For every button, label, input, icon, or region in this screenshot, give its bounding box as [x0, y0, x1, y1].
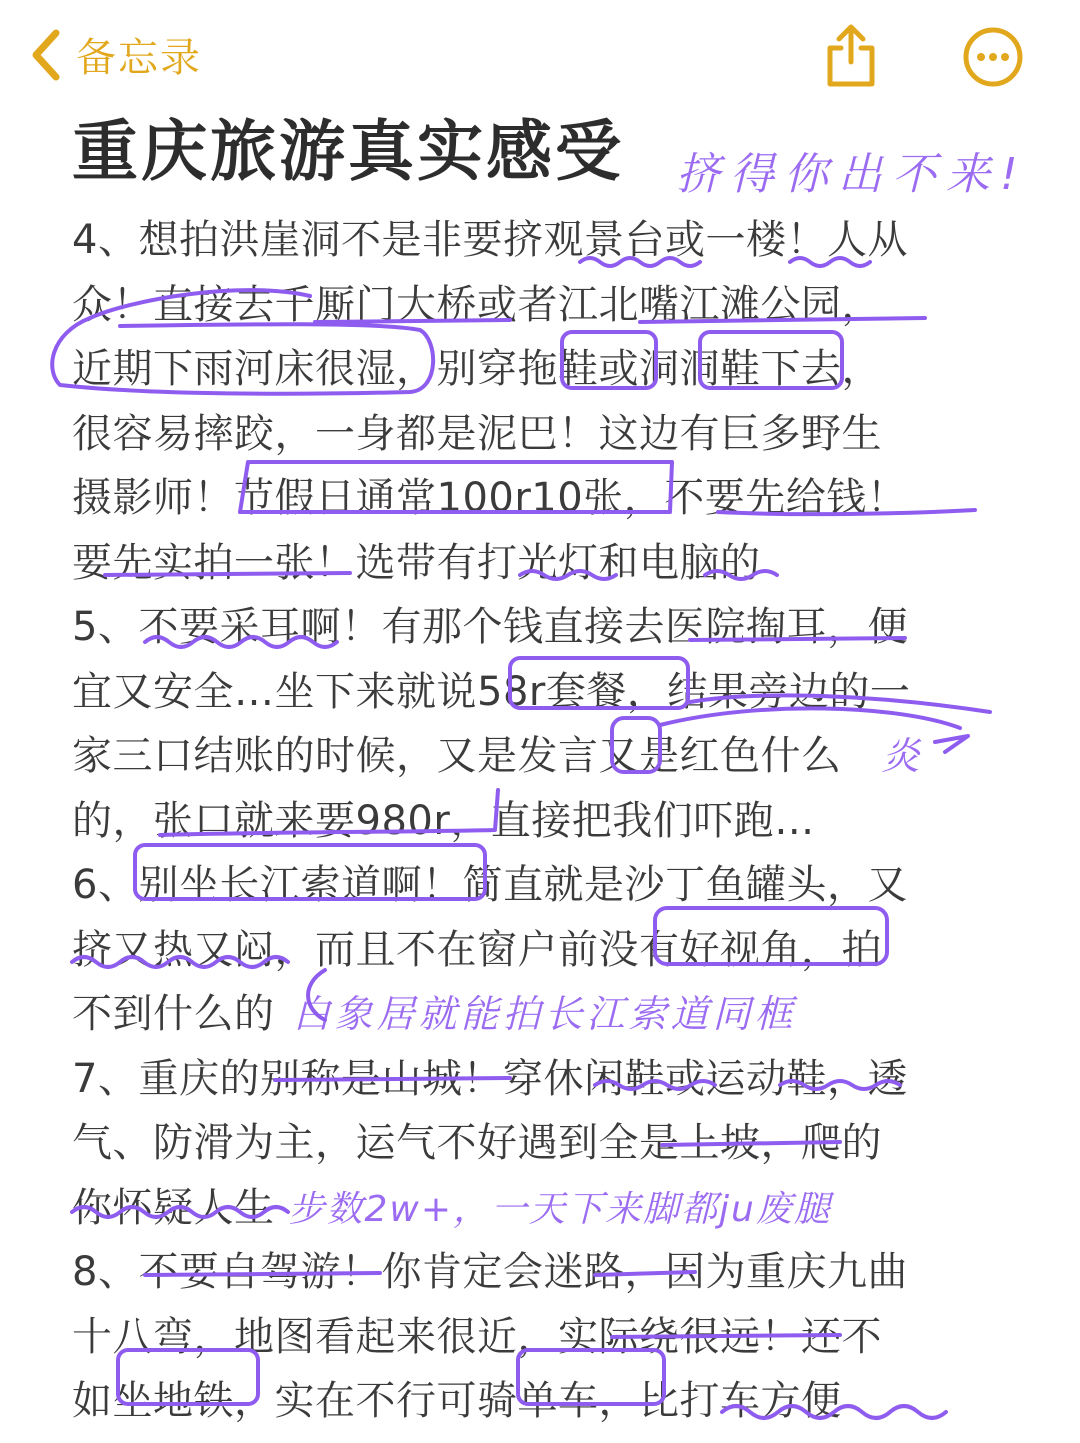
- note-line-text: 很容易摔跤，一身都是泥巴！这边有巨多野生: [72, 410, 882, 457]
- note-line: [72, 466, 1072, 531]
- note-line: [72, 660, 1072, 725]
- note-line-text: 气、防滑为主，运气不好遇到全是上坡，爬的: [72, 1120, 882, 1166]
- note-line-text: 6、别坐长江索道啊！简直就是沙丁鱼罐头，又: [72, 862, 908, 908]
- note-line-text: 4、想拍洪崖洞不是非要挤观景台或一楼！人从: [72, 217, 908, 263]
- note-line: [72, 595, 1072, 660]
- share-icon: [822, 22, 880, 88]
- note-line: [72, 724, 1072, 789]
- more-icon: [962, 26, 1024, 88]
- note-line-text: 摄影师！节假日通常100r10张，不要先给钱！: [72, 475, 908, 521]
- note-line: [72, 531, 1072, 596]
- note-line: [72, 208, 1072, 273]
- note-line-text: 宜又安全…坐下来就说58r套餐，结果旁边的一: [72, 668, 911, 715]
- note-line-text: 的，张口就来要980r，直接把我们吓跑…: [72, 797, 815, 844]
- note-line-text: 家三口结账的时候，又是发言又是红色什么: [72, 733, 842, 779]
- note-line: [72, 1047, 1072, 1112]
- note-line: [72, 1176, 1072, 1241]
- handwritten-annotation: 步数2w+，一天下来脚都ju废腿: [288, 1188, 832, 1230]
- note-line: [72, 1305, 1072, 1370]
- note-line: [72, 402, 1072, 467]
- note-title-row: [72, 110, 1072, 200]
- note-line-text: 众！直接去千厮门大桥或者江北嘴江滩公园，: [72, 281, 882, 328]
- note-body[interactable]: [72, 208, 1072, 1434]
- chevron-left-icon: [28, 27, 62, 83]
- note-line: [72, 337, 1072, 402]
- note-line: [72, 982, 1072, 1047]
- title-annotation: 挤得你出不来!: [676, 149, 1028, 200]
- note-line: [72, 918, 1072, 983]
- navigation-bar: [0, 0, 1080, 110]
- share-button[interactable]: [822, 22, 880, 92]
- note-line: [72, 789, 1072, 854]
- back-button[interactable]: [28, 26, 202, 83]
- note-line-text: 要先实拍一张！选带有打光灯和电脑的: [72, 539, 761, 586]
- note-line-text: 十八弯，地图看起来很近，实际绕很远！还不: [72, 1313, 882, 1360]
- note-line: [72, 1240, 1072, 1305]
- note-line-text: 你怀疑人生: [72, 1184, 275, 1231]
- note-title[interactable]: 重庆旅游真实感受: [72, 113, 624, 190]
- note-line-text: 近期下雨河床很湿，别穿拖鞋或洞洞鞋下去，: [72, 346, 882, 392]
- note-line-text: 8、不要自驾游！你肯定会迷路，因为重庆九曲: [72, 1249, 908, 1295]
- more-button[interactable]: [962, 26, 1024, 92]
- note-line: [72, 1369, 1072, 1434]
- note-line-text: 不到什么的: [72, 991, 275, 1037]
- note-line-text: 如坐地铁，实在不行可骑单车，比打车方便: [72, 1378, 842, 1424]
- back-label: 备忘录: [76, 35, 202, 81]
- note-line-text: 7、重庆的别称是山城！穿休闲鞋或运动鞋，透: [72, 1055, 908, 1102]
- handwritten-annotation: 白象居就能拍长江索道同框: [292, 992, 797, 1036]
- note-line: [72, 853, 1072, 918]
- note-line-text: 5、不要采耳啊！有那个钱直接去医院掏耳，便: [72, 604, 908, 650]
- note-line: [72, 1111, 1072, 1176]
- handwritten-annotation: 炎: [881, 734, 926, 778]
- note-line-text: 挤又热又闷，而且不在窗户前没有好视角，拍: [72, 926, 882, 973]
- note-line: [72, 273, 1072, 338]
